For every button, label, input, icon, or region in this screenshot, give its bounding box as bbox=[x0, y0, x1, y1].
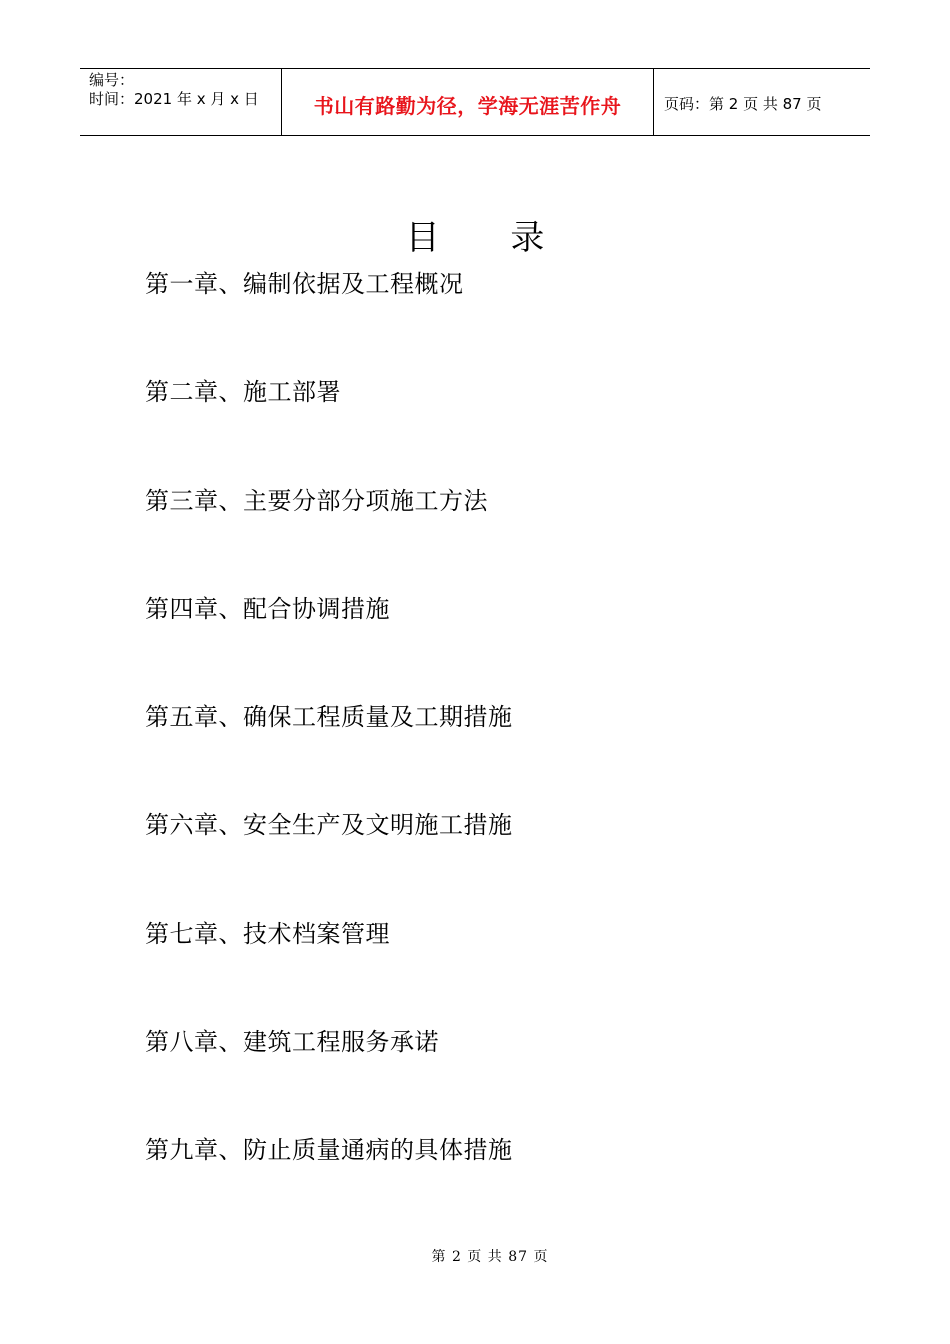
toc-title: 目 录 bbox=[405, 218, 575, 258]
toc-list bbox=[145, 265, 513, 1240]
toc-item-chapter-2: 第二章、施工部署 bbox=[145, 378, 341, 407]
toc-item-chapter-8: 第八章、建筑工程服务承诺 bbox=[145, 1028, 439, 1057]
document-number-label: 编号： bbox=[89, 71, 135, 89]
toc-item-chapter-9: 第九章、防止质量通病的具体措施 bbox=[145, 1136, 513, 1165]
header-motto: 书山有路勤为径，学海无涯苦作舟 bbox=[313, 93, 622, 118]
toc-item-chapter-6: 第六章、安全生产及文明施工措施 bbox=[145, 811, 513, 840]
toc-item-chapter-5: 第五章、确保工程质量及工期措施 bbox=[145, 703, 513, 732]
toc-item-chapter-4: 第四章、配合协调措施 bbox=[145, 594, 390, 623]
header-meta-cell bbox=[80, 69, 282, 135]
toc-item-chapter-3: 第三章、主要分部分项施工方法 bbox=[145, 486, 488, 515]
document-date-label: 时间：2021 年 x 月 x 日 bbox=[89, 90, 259, 108]
toc-item-chapter-1: 第一章、编制依据及工程概况 bbox=[145, 270, 464, 298]
header-page-info: 页码：第 2 页 共 87 页 bbox=[664, 94, 822, 113]
toc-item-chapter-7: 第七章、技术档案管理 bbox=[145, 919, 390, 948]
document-header bbox=[80, 68, 870, 136]
page-footer: 第 2 页 共 87 页 bbox=[431, 1249, 549, 1265]
header-motto-cell bbox=[282, 69, 654, 135]
header-page-cell bbox=[654, 69, 870, 135]
